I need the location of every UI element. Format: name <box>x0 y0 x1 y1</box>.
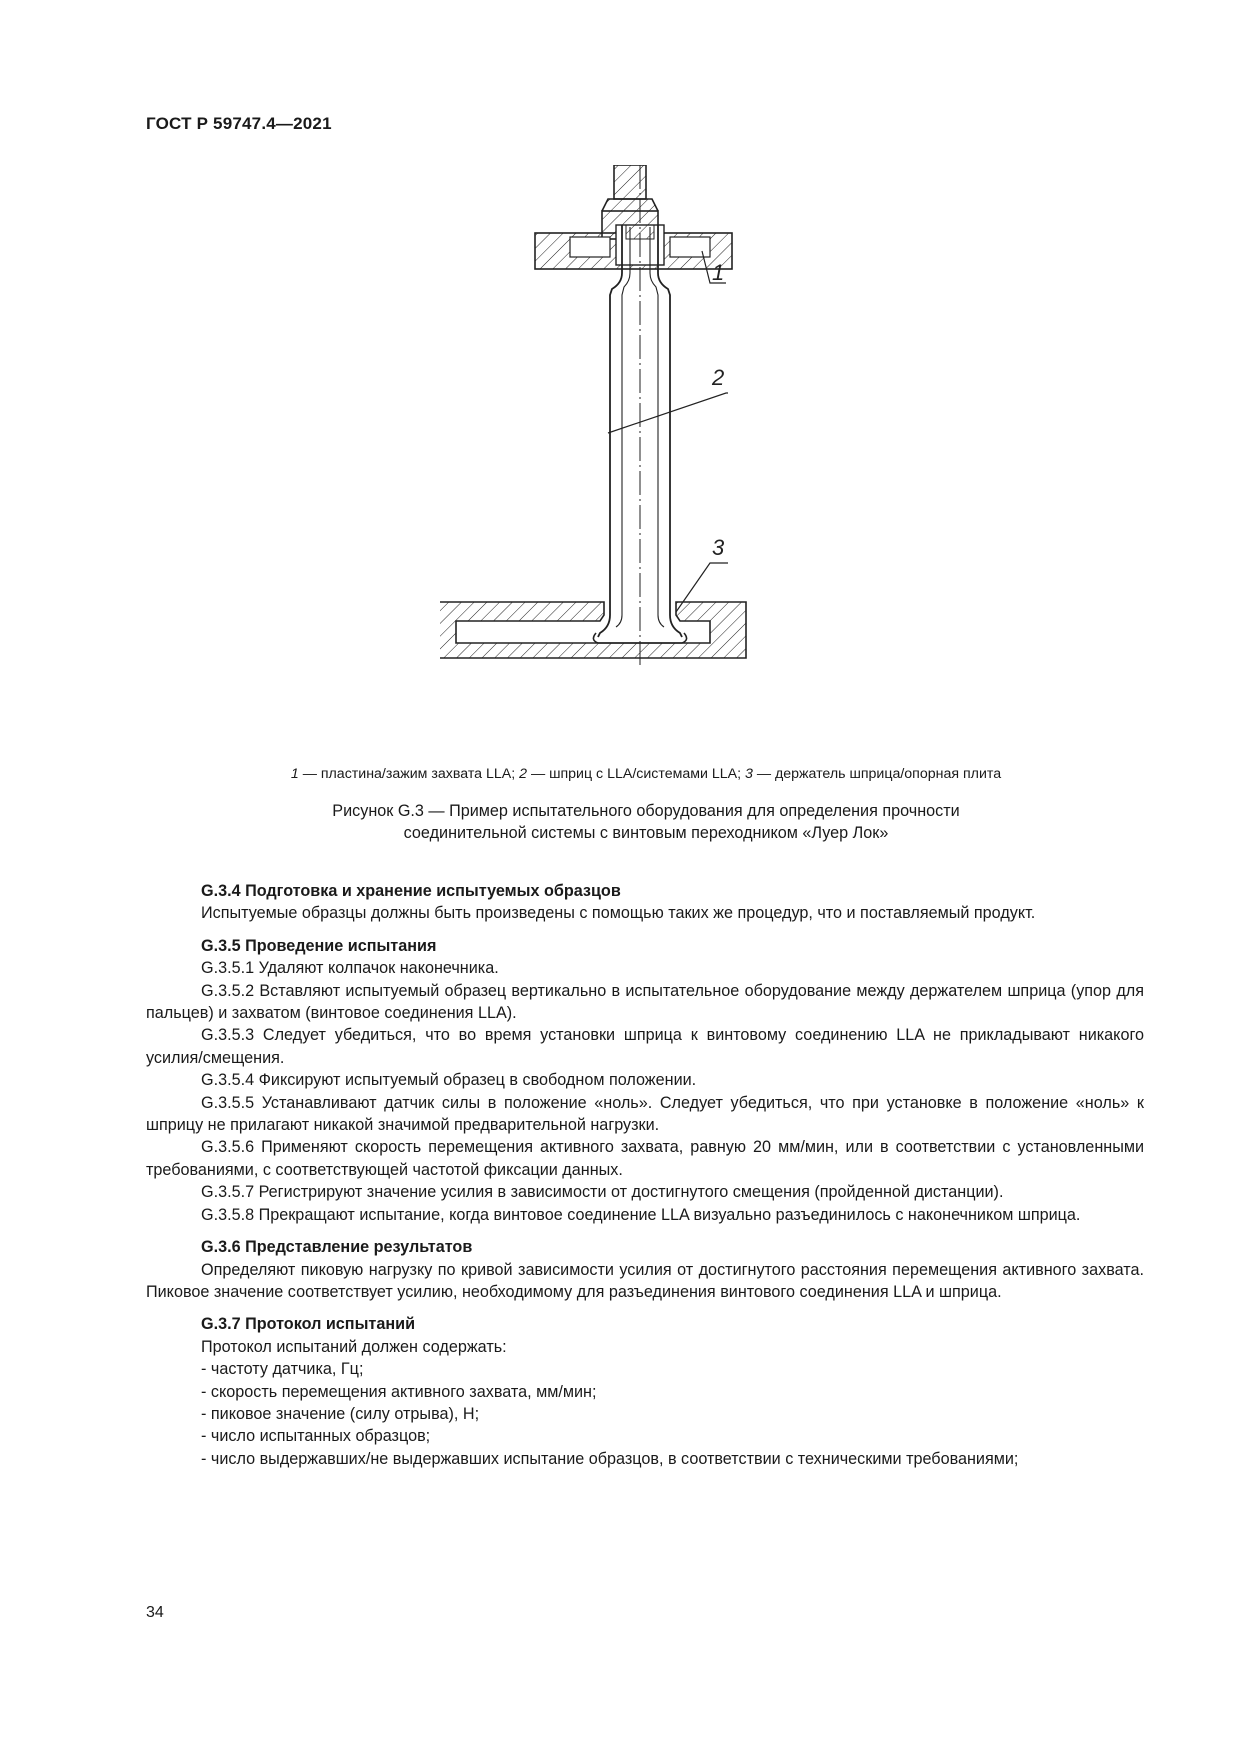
legend-num-1: 1 <box>290 766 299 782</box>
callout-2: 2 <box>712 365 725 390</box>
paragraph: G.3.5.6 Применяют скорость перемещения активного захвата, равную 20 мм/мин, или в соответствии с установленными требованиями, с соответствующей частотой фиксации данных. <box>146 1138 1144 1179</box>
paragraph: G.3.5.2 Вставляют испытуемый образец вертикально в испытательное оборудование между держателем шприца (упор для пальцев) и захватом (винтовое соединения LLA). <box>146 981 1144 1023</box>
section-heading-g35: G.3.5 Проведение испытания <box>201 936 437 955</box>
list-item: - число выдержавших/не выдержавших испытание образцов, в соответствии с техническими требованиями; <box>201 1449 1019 1468</box>
list-item: - частоту датчика, Гц; <box>201 1360 364 1379</box>
document-standard-number: ГОСТ Р 59747.4—2021 <box>146 114 332 133</box>
list-item: - пиковое значение (силу отрыва), Н; <box>201 1404 480 1423</box>
legend-text-2: — шприц с LLA/системами LLA; <box>527 766 745 782</box>
test-equipment-drawing <box>440 165 840 745</box>
paragraph: G.3.5.1 Удаляют колпачок наконечника. <box>201 959 499 978</box>
section-heading-g34: G.3.4 Подготовка и хранение испытуемых образцов <box>201 882 621 900</box>
syringe-holder-base <box>440 602 746 658</box>
callout-3: 3 <box>712 535 725 560</box>
legend-text-3: — держатель шприца/опорная плита <box>752 766 1002 782</box>
legend-text-1: — пластина/зажим захвата LLA; <box>298 766 520 782</box>
list-item: - скорость перемещения активного захвата, мм/мин; <box>201 1382 597 1401</box>
list-item: - число испытанных образцов; <box>201 1427 431 1446</box>
callout-leaders <box>608 251 728 612</box>
figure-caption <box>146 800 1146 844</box>
paragraph: G.3.5.4 Фиксируют испытуемый образец в свободном положении. <box>201 1071 697 1090</box>
legend-num-3: 3 <box>745 766 753 782</box>
caption-line-2: соединительной системы с винтовым переходником «Луер Лок» <box>403 824 889 842</box>
document-body <box>146 880 1144 1470</box>
section-heading-g36: G.3.6 Представление результатов <box>201 1238 473 1257</box>
paragraph: Протокол испытаний должен содержать: <box>201 1337 507 1356</box>
legend-num-2: 2 <box>519 766 528 782</box>
paragraph: G.3.5.8 Прекращают испытание, когда винтовое соединение LLA визуально разъединилось с наконечником шприца. <box>201 1205 1081 1224</box>
paragraph: G.3.5.3 Следует убедиться, что во время установки шприца к винтовому соединению LLA не прикладывают никакого усилия/смещения. <box>146 1026 1144 1067</box>
caption-line-1: Рисунок G.3 — Пример испытательного оборудования для определения прочности <box>332 802 960 820</box>
paragraph: Определяют пиковую нагрузку по кривой зависимости усилия от достигнутого расстояния перемещения активного захвата. Пиковое значение соответствует усилию, необходимому для разъединения винтового соединения LLA и шприца. <box>146 1260 1144 1301</box>
page-number: 34 <box>146 1604 164 1621</box>
paragraph: G.3.5.7 Регистрируют значение усилия в зависимости от достигнутого смещения (пройденной дистанции). <box>201 1183 1004 1202</box>
section-heading-g37: G.3.7 Протокол испытаний <box>201 1315 416 1334</box>
figure-legend <box>146 766 1146 782</box>
paragraph: G.3.5.5 Устанавливают датчик силы в положение «ноль». Следует убедиться, что при установке в положение «ноль» к шприцу не прилагают никакой значимой предварительной нагрузки. <box>146 1093 1144 1135</box>
paragraph: Испытуемые образцы должны быть произведены с помощью таких же процедур, что и поставляемый продукт. <box>201 904 1036 923</box>
callout-1: 1 <box>712 260 725 285</box>
